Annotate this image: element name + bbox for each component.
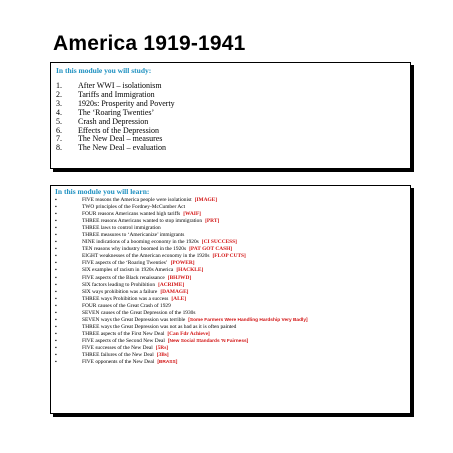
bullet-icon: ▪: [55, 303, 57, 309]
learn-item: ▪ THREE ways Prohibition was a success [ALE]: [55, 295, 187, 302]
learn-item: ▪ FIVE aspects of the Second New Deal [New Social Standards 'N Fairness]: [55, 337, 249, 344]
bullet-icon: ▪: [55, 233, 57, 239]
learn-item: ▪ THREE ways the Great Depression was not as bad as it is often painted: [55, 323, 237, 330]
learn-item: ▪ EIGHT weaknesses of the American economy in the 1920s [FLOP CUTS]: [55, 253, 246, 260]
study-item: 7. The New Deal – measures: [56, 134, 163, 144]
mnemonic: [HACKLE]: [176, 267, 204, 274]
learn-item: ▪ FOUR reasons Americans wanted high tariffs [WAIF]: [55, 211, 201, 218]
bullet-icon: ▪: [55, 324, 57, 330]
learn-list: [55, 197, 308, 366]
mnemonic: [5Rs]: [155, 344, 169, 351]
learn-item: ▪ FIVE aspects of the ‘Roaring Twenties’ [POWER]: [55, 260, 195, 267]
bullet-icon: ▪: [55, 240, 57, 246]
bullet-icon: ▪: [55, 338, 57, 344]
mnemonic: [Can Fdr Achieve]: [167, 330, 210, 337]
bullet-icon: ▪: [55, 317, 57, 323]
learn-item: ▪ THREE laws to control immigration: [55, 225, 161, 232]
bullet-icon: ▪: [55, 198, 57, 203]
study-item: 5. Crash and Depression: [56, 116, 149, 126]
mnemonic: [BHJWD]: [167, 274, 192, 281]
study-box: [50, 62, 411, 169]
study-item: 1. After WWI – isolationism: [56, 81, 162, 90]
learn-item: ▪ FIVE opponents of the New Deal [BRASS]: [55, 359, 178, 366]
mnemonic: [FLOP CUTS]: [212, 253, 246, 260]
study-item: 8. The New Deal – evaluation: [56, 143, 166, 153]
study-heading: In this module you will study:: [56, 66, 152, 75]
mnemonic: [ALE]: [171, 295, 187, 302]
bullet-icon: ▪: [55, 205, 57, 211]
learn-item: ▪ SIX factors leading to Prohibition [ACRIME]: [55, 281, 185, 288]
learn-item: ▪ SEVEN causes of the Great Depression of the 1930s: [55, 309, 196, 316]
bullet-icon: ▪: [55, 360, 57, 366]
study-item: 2. Tariffs and Immigration: [56, 89, 155, 99]
bullet-icon: ▪: [55, 296, 57, 302]
bullet-icon: ▪: [55, 219, 57, 225]
mnemonic: [3Bs]: [156, 352, 169, 359]
mnemonic: [DAMAGE]: [160, 288, 189, 295]
mnemonic: [PAT GOT CASH]: [189, 246, 233, 253]
learn-item: ▪ FIVE successes of the New Deal [5Rs]: [55, 344, 169, 351]
mnemonic: [Some Farmers Were Handling Hardship Very Badly]: [188, 317, 308, 323]
mnemonic: [PRT]: [205, 218, 220, 225]
bullet-icon: ▪: [55, 331, 57, 337]
mnemonic: [ACRIME]: [158, 281, 185, 288]
learn-item: ▪ FIVE reasons the America people were isolationist [IMAGE]: [55, 197, 218, 203]
learn-item: ▪ THREE measures to ‘Americanize’ immigrants: [55, 232, 185, 239]
learn-item: ▪ SEVEN ways the Great Depression was terrible [Some Farmers Were Handling Hardship Very Badly]: [55, 316, 308, 323]
learn-item: ▪ TEN reasons why industry boomed in the 1920s [PAT GOT CASH]: [55, 246, 233, 253]
study-item: 6. Effects of the Depression: [56, 125, 159, 135]
bullet-icon: ▪: [55, 345, 57, 351]
mnemonic: [New Social Standards 'N Fairness]: [167, 338, 249, 344]
learn-item: ▪ FIVE aspects of the Black renaissance [BHJWD]: [55, 274, 192, 281]
learn-heading: In this module you will learn:: [55, 187, 150, 196]
mnemonic: [CI SUCCESS]: [201, 239, 237, 246]
study-item: 4. The ‘Roaring Twenties’: [56, 107, 155, 117]
learn-item: ▪ THREE reasons Americans wanted to stop immigration [PRT]: [55, 218, 220, 225]
learn-item: ▪ NINE indications of a booming economy in the 1920s [CI SUCCESS]: [55, 239, 237, 246]
mnemonic: [IMAGE]: [194, 197, 218, 203]
bullet-icon: ▪: [55, 353, 57, 359]
bullet-icon: ▪: [55, 282, 57, 288]
bullet-icon: ▪: [55, 289, 57, 295]
mnemonic: [POWER]: [170, 260, 195, 267]
learn-item: ▪ FOUR causes of the Great Crash of 1929: [55, 302, 171, 309]
bullet-icon: ▪: [55, 261, 57, 267]
page-title: America 1919-1941: [53, 32, 246, 55]
bullet-icon: ▪: [55, 212, 57, 218]
study-list: [56, 82, 175, 153]
learn-item: ▪ THREE failures of the New Deal [3Bs]: [55, 352, 169, 359]
learn-item: ▪ SIX examples of racism in 1920s America [HACKLE]: [55, 267, 204, 274]
bullet-icon: ▪: [55, 254, 57, 260]
bullet-icon: ▪: [55, 268, 57, 274]
learn-item: ▪ THREE aspects of the First New Deal [Can Fdr Achieve]: [55, 330, 210, 337]
learn-item: ▪ SIX ways prohibition was a failure [DAMAGE]: [55, 288, 189, 295]
learn-box: [50, 185, 411, 414]
bullet-icon: ▪: [55, 310, 57, 316]
mnemonic: [BRASS]: [157, 360, 178, 366]
learn-item: ▪ TWO principles of the Fordney-McCumber Act: [55, 204, 186, 211]
study-item: 3. 1920s: Prosperity and Poverty: [56, 98, 175, 108]
bullet-icon: ▪: [55, 226, 57, 232]
bullet-icon: ▪: [55, 247, 57, 253]
mnemonic: [WAIF]: [183, 211, 201, 218]
bullet-icon: ▪: [55, 275, 57, 281]
